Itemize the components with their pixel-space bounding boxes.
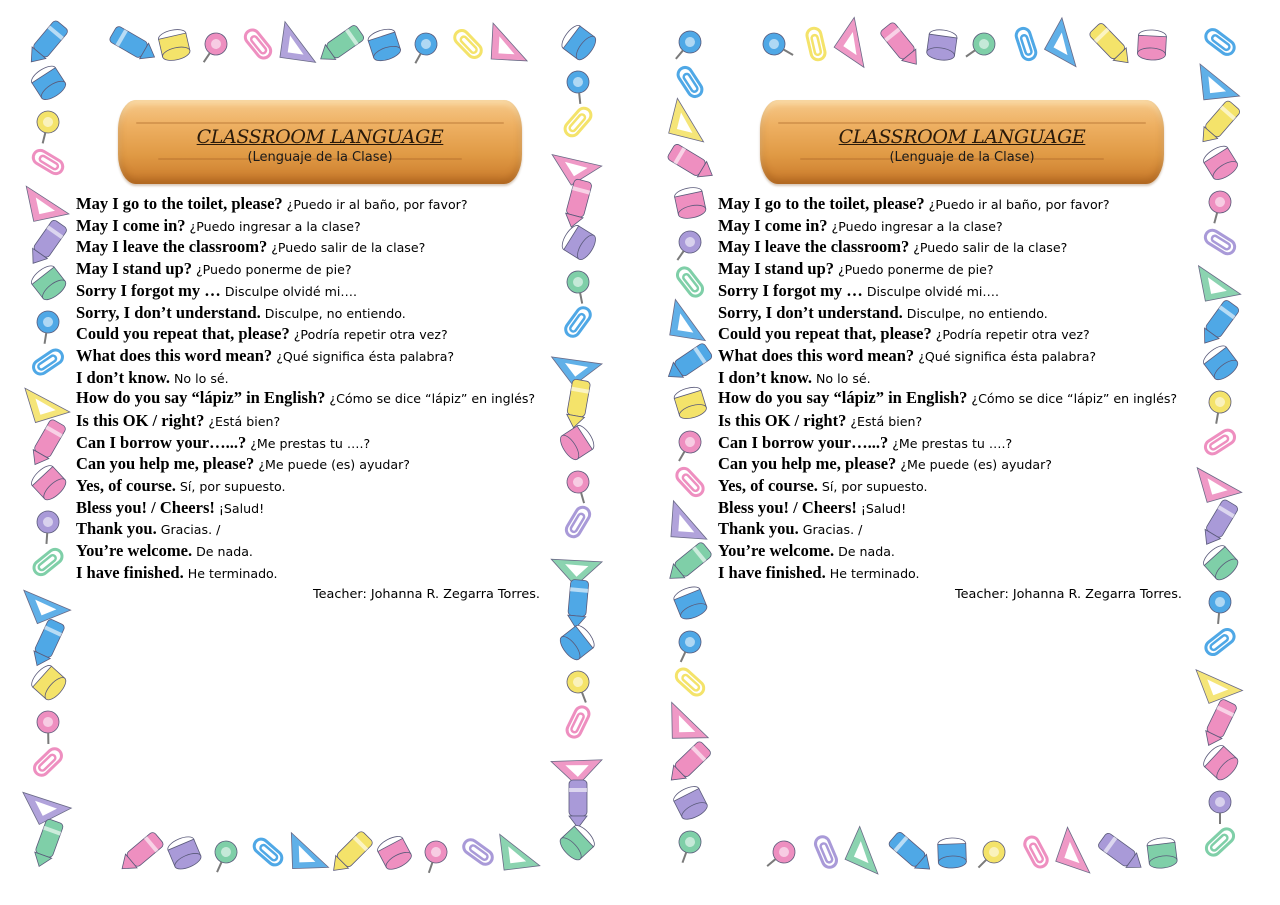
crayon-icon [1199, 499, 1239, 549]
crayon-icon [31, 818, 64, 869]
eraser-icon [671, 783, 710, 822]
paperclip-icon [806, 27, 827, 61]
paperclip-icon [565, 705, 592, 740]
english-phrase: May I come in? [76, 215, 186, 235]
spanish-translation: He terminado. [187, 565, 278, 581]
pushpin-icon [34, 309, 61, 345]
ruler-triangle-icon [551, 735, 602, 786]
pushpin-icon [195, 29, 232, 69]
paperclip-icon [1203, 427, 1237, 456]
english-phrase: May I leave the classroom? [718, 237, 910, 257]
english-phrase: I have finished. [718, 562, 826, 582]
sheet-right [664, 12, 1264, 892]
pushpin-icon [668, 227, 705, 267]
eraser-icon [375, 833, 414, 873]
paperclip-icon [31, 148, 66, 176]
phrase-row [718, 237, 1186, 259]
eraser-icon [673, 385, 709, 422]
paperclip-icon [1203, 228, 1238, 257]
paperclip-icon [1203, 627, 1237, 658]
ruler-triangle-icon [280, 22, 321, 63]
phrase-row [76, 389, 544, 408]
english-phrase: May I leave the classroom? [76, 237, 268, 257]
eraser-icon [1200, 742, 1241, 783]
ruler-triangle-icon [24, 577, 71, 624]
paperclip-icon [1203, 27, 1237, 57]
crayon-icon [1197, 299, 1240, 348]
pushpin-icon [566, 70, 591, 105]
eraser-icon [673, 185, 707, 220]
eraser-icon [29, 63, 69, 103]
spanish-translation: ¿Qué significa ésta palabra? [918, 348, 1097, 364]
eraser-icon [157, 27, 191, 63]
ruler-triangle-icon [671, 501, 709, 539]
spanish-translation: ¿Me puede (es) ayudar? [258, 457, 410, 473]
paperclip-icon [251, 836, 284, 868]
english-phrase: Is this OK / right? [76, 410, 205, 430]
phrase-row [76, 411, 544, 433]
pushpin-icon [760, 837, 799, 875]
ruler-triangle-icon [26, 179, 69, 222]
paperclip-icon [242, 27, 273, 61]
ruler-triangle-icon [552, 136, 602, 186]
crayon-icon [316, 24, 366, 66]
spanish-translation: Sí, por supuesto. [179, 478, 286, 494]
crayon-icon [1097, 832, 1146, 875]
ruler-triangle-icon [1200, 60, 1240, 100]
crayon-icon [327, 830, 374, 877]
ruler-triangle-icon [23, 776, 71, 824]
crayon-icon [879, 21, 923, 70]
pushpin-icon [564, 668, 596, 707]
eraser-icon [557, 822, 598, 863]
pushpin-icon [1204, 189, 1234, 227]
phrase-row [718, 519, 1186, 541]
paperclip-icon [675, 65, 704, 99]
pushpin-icon [418, 838, 450, 876]
eraser-icon [1146, 836, 1177, 869]
phrase-row [76, 433, 544, 455]
phrase-row [718, 389, 1186, 408]
spanish-translation: ¿Puedo ingresar a la clase? [189, 218, 361, 234]
pushpin-icon [960, 29, 1000, 66]
pushpin-icon [672, 828, 704, 867]
english-phrase: Can you help me, please? [76, 454, 255, 474]
phrase-row [76, 454, 544, 476]
ruler-triangle-icon [1056, 827, 1102, 873]
pushpin-icon [406, 29, 441, 69]
english-phrase: May I stand up? [76, 259, 192, 279]
crayon-icon [569, 780, 587, 828]
spanish-translation: ¿Está bien? [850, 413, 923, 429]
ruler-triangle-icon [1199, 259, 1241, 301]
spanish-translation: ¿Puedo ponerme de pie? [196, 262, 352, 278]
english-phrase: Can you help me, please? [718, 454, 897, 474]
pushpin-icon [671, 627, 705, 666]
english-phrase: I have finished. [76, 562, 184, 582]
phrase-row [718, 498, 1186, 520]
phrase-row [718, 368, 1186, 390]
eraser-icon [1200, 542, 1241, 583]
crayon-icon [1196, 99, 1241, 147]
english-phrase: Could you repeat that, please? [718, 324, 932, 344]
english-phrase: Sorry, I don’t understand. [76, 302, 261, 322]
paperclip-icon [31, 347, 65, 377]
pushpin-icon [207, 837, 241, 876]
english-phrase: May I go to the toilet, please? [76, 194, 283, 213]
crayon-icon [664, 342, 713, 384]
phrase-row [76, 368, 544, 390]
phrase-row [76, 498, 544, 520]
spanish-translation: ¿Puedo ir al baño, por favor? [286, 197, 468, 212]
english-phrase: Bless you! / Cheers! [718, 497, 857, 517]
phrase-row [76, 563, 544, 585]
ruler-triangle-icon [834, 17, 884, 67]
teacher-credit: Teacher: Johanna R. Zegarra Torres. [313, 587, 540, 602]
phrase-row [76, 519, 544, 541]
spanish-translation: ¿Puedo ingresar a la clase? [831, 218, 1003, 234]
english-phrase: How do you say “lápiz” in English? [76, 388, 326, 408]
eraser-icon [672, 584, 709, 622]
spanish-translation: De nada. [196, 544, 253, 560]
pushpin-icon [667, 27, 705, 66]
spanish-translation: ¿Qué significa ésta palabra? [276, 348, 455, 364]
pushpin-icon [1207, 590, 1232, 625]
crayon-icon [1088, 22, 1134, 69]
crayon-icon [1201, 698, 1238, 749]
phrase-row [76, 324, 544, 346]
english-phrase: I don’t know. [718, 367, 812, 387]
paperclip-icon [675, 265, 706, 299]
pushpin-icon [1205, 389, 1232, 425]
phrase-row [76, 476, 544, 498]
english-phrase: You’re welcome. [718, 541, 835, 561]
phrase-row [718, 563, 1186, 585]
english-phrase: May I come in? [718, 215, 828, 235]
paperclip-icon [452, 28, 484, 61]
pushpin-icon [1209, 791, 1231, 824]
crayon-icon [664, 541, 713, 585]
paperclip-icon [563, 305, 593, 339]
ruler-triangle-icon [672, 702, 709, 739]
english-phrase: Thank you. [718, 519, 799, 539]
english-phrase: Thank you. [76, 519, 157, 539]
ruler-triangle-icon [845, 826, 893, 874]
eraser-icon [1137, 29, 1167, 60]
phrase-row [76, 541, 544, 563]
spanish-translation: ¡Salud! [218, 500, 265, 516]
english-phrase: Sorry, I don’t understand. [718, 302, 903, 322]
pushpin-icon [565, 269, 593, 306]
phrase-row [718, 411, 1186, 433]
phrase-row [76, 194, 544, 216]
ruler-triangle-icon [552, 335, 602, 385]
teacher-credit: Teacher: Johanna R. Zegarra Torres. [955, 587, 1182, 602]
paperclip-icon [461, 837, 495, 867]
spanish-translation: ¿Puedo salir de la clase? [271, 240, 426, 256]
english-phrase: Bless you! / Cheers! [76, 497, 215, 517]
english-phrase: May I stand up? [718, 259, 834, 279]
crayon-icon [29, 618, 66, 669]
page-subtitle: (Lenguaje de la Clase) [247, 150, 393, 165]
page-title: CLASSROOM LANGUAGE [196, 126, 444, 148]
spanish-translation: Disculpe olvidé mi…. [224, 283, 357, 299]
phrase-row [718, 216, 1186, 238]
phrase-row [718, 476, 1186, 498]
eraser-icon [1200, 342, 1240, 383]
pushpin-icon [32, 109, 61, 146]
paperclip-icon [564, 505, 592, 540]
crayon-icon [887, 831, 935, 876]
spanish-translation: ¡Salud! [860, 500, 907, 516]
phrase-row [718, 281, 1186, 303]
ruler-triangle-icon [1196, 657, 1243, 704]
paperclip-icon [31, 546, 65, 577]
phrase-row [718, 324, 1186, 346]
english-phrase: Yes, of course. [76, 475, 176, 495]
phrase-row [76, 216, 544, 238]
paperclip-icon [1014, 27, 1037, 62]
eraser-icon [558, 22, 599, 62]
phrase-row [718, 433, 1186, 455]
phrase-row [718, 259, 1186, 281]
eraser-icon [557, 423, 597, 463]
ruler-triangle-icon [551, 535, 602, 586]
english-phrase: Can I borrow your…...? [718, 432, 889, 452]
eraser-icon [557, 622, 598, 663]
eraser-icon [28, 262, 69, 303]
phrase-list [718, 194, 1186, 584]
eraser-icon [366, 26, 402, 63]
spanish-translation: Disculpe, no entiendo. [264, 305, 406, 321]
phrase-row [718, 303, 1186, 325]
ruler-triangle-icon [1197, 458, 1242, 503]
pushpin-icon [37, 711, 60, 744]
english-phrase: Could you repeat that, please? [76, 324, 290, 344]
paperclip-icon [32, 746, 65, 778]
phrase-row [718, 194, 1186, 216]
eraser-icon [559, 223, 599, 263]
paperclip-icon [562, 105, 594, 138]
phrase-row [76, 346, 544, 368]
english-phrase: What does this word mean? [718, 345, 915, 365]
page-subtitle: (Lenguaje de la Clase) [889, 150, 1035, 165]
spanish-translation: He terminado. [829, 565, 920, 581]
pushpin-icon [759, 29, 799, 65]
english-phrase: I don’t know. [76, 367, 170, 387]
english-phrase: Can I borrow your…...? [76, 432, 247, 452]
paperclip-icon [1204, 826, 1237, 858]
ruler-triangle-icon [491, 23, 529, 61]
phrase-row [76, 303, 544, 325]
spanish-translation: ¿Me prestas tu ….? [892, 435, 1013, 451]
eraser-icon [938, 838, 967, 869]
page-title: CLASSROOM LANGUAGE [838, 126, 1086, 148]
english-phrase: Sorry I forgot my … [718, 280, 863, 300]
eraser-icon [28, 662, 69, 703]
english-phrase: What does this word mean? [76, 345, 273, 365]
english-phrase: Sorry I forgot my … [76, 280, 221, 300]
pushpin-icon [35, 510, 59, 544]
crayon-icon [565, 379, 591, 429]
english-phrase: May I go to the toilet, please? [718, 194, 925, 213]
spanish-translation: ¿Cómo se dice “lápiz” en inglés? [971, 391, 1178, 407]
phrase-row [76, 237, 544, 259]
english-phrase: How do you say “lápiz” in English? [718, 388, 968, 408]
crayon-icon [108, 25, 159, 65]
crayon-icon [24, 19, 69, 67]
phrase-row [718, 454, 1186, 476]
phrase-row [718, 541, 1186, 563]
paperclip-icon [813, 835, 838, 870]
crayon-icon [665, 740, 712, 786]
eraser-icon [166, 834, 203, 873]
english-phrase: Yes, of course. [718, 475, 818, 495]
paperclip-icon [1022, 835, 1049, 870]
ruler-triangle-icon [1044, 18, 1093, 67]
spanish-translation: ¿Podría repetir otra vez? [935, 327, 1090, 343]
eraser-icon [28, 462, 69, 503]
spanish-translation: ¿Me prestas tu ….? [250, 435, 371, 451]
pushpin-icon [669, 427, 705, 467]
crayon-icon [27, 418, 67, 469]
spanish-translation: Disculpe olvidé mi…. [866, 283, 999, 299]
crayon-icon [567, 579, 589, 628]
spanish-translation: Disculpe, no entiendo. [906, 305, 1048, 321]
spanish-translation: ¿Cómo se dice “lápiz” en inglés? [329, 391, 536, 407]
spanish-translation: Sí, por supuesto. [821, 478, 928, 494]
spanish-translation: No lo sé. [816, 370, 871, 386]
paperclip-icon [673, 666, 706, 698]
crayon-icon [563, 178, 593, 229]
spanish-translation: ¿Puedo salir de la clase? [913, 240, 1068, 256]
phrase-row [76, 259, 544, 281]
spanish-translation: ¿Está bien? [208, 413, 281, 429]
ruler-triangle-icon [500, 830, 540, 870]
spanish-translation: ¿Me puede (es) ayudar? [900, 457, 1052, 473]
spanish-translation: ¿Puedo ir al baño, por favor? [928, 197, 1110, 212]
pushpin-icon [971, 836, 1010, 875]
crayon-icon [26, 219, 68, 269]
spanish-translation: Gracias. / [802, 522, 863, 538]
phrase-row [76, 281, 544, 303]
ruler-triangle-icon [291, 831, 328, 868]
crayon-icon [667, 143, 717, 183]
english-phrase: You’re welcome. [76, 541, 193, 561]
ruler-triangle-icon [25, 378, 70, 423]
sheet-left [22, 12, 622, 892]
ruler-triangle-icon [670, 299, 711, 340]
eraser-icon [1201, 143, 1241, 183]
spanish-translation: De nada. [838, 544, 895, 560]
pushpin-icon [564, 468, 594, 506]
paperclip-icon [674, 466, 706, 499]
english-phrase: Is this OK / right? [718, 410, 847, 430]
phrase-row [718, 346, 1186, 368]
spanish-translation: ¿Puedo ponerme de pie? [838, 262, 994, 278]
ruler-triangle-icon [669, 98, 713, 142]
spanish-translation: No lo sé. [174, 370, 229, 386]
spanish-translation: ¿Podría repetir otra vez? [293, 327, 448, 343]
phrase-list [76, 194, 544, 584]
spanish-translation: Gracias. / [160, 522, 221, 538]
eraser-icon [926, 28, 958, 62]
crayon-icon [116, 831, 164, 876]
